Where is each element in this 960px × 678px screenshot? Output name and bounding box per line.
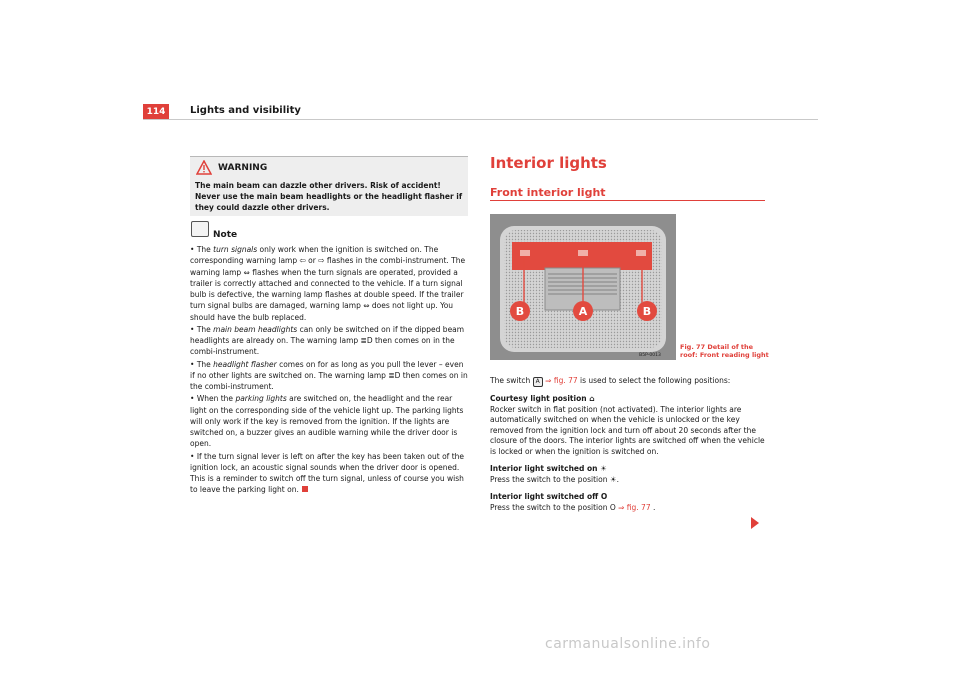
intro-paragraph: The switch A ⇒ fig. 77 is used to select the following positions:: [490, 376, 731, 385]
position-item: Interior light switched off O Press the switch to the position O ⇒ fig. 77 .: [490, 492, 656, 512]
watermark: carmanualsonline.info: [545, 636, 711, 652]
next-page-arrow-icon[interactable]: [751, 517, 759, 529]
roof-light-figure: [490, 214, 676, 360]
warning-heading: WARNING: [218, 163, 268, 173]
note-list: [190, 244, 468, 497]
subsection-title: Front interior light: [490, 186, 606, 199]
page-header-title: Lights and visibility: [190, 105, 301, 116]
warning-triangle-icon: [196, 160, 212, 175]
page-number: 114: [143, 104, 169, 120]
switch-a-badge: A: [533, 377, 543, 387]
note-item: • If the turn signal lever is left on after the key has been taken out of the ignition lock, an acoustic signal sounds when the driver door is opened. This is a reminder to switch off the turn signal, unless of course you wish to leave the parking light on.: [190, 451, 464, 495]
position-item: Courtesy light position ⌂ Rocker switch in flat position (not activated). The interior lights are automatically switched on when the vehicle is unlocked or the key removed from the ignition lock and turn off about 20 seconds after the closure of the doors. The interior lights are switched off when the vehicle is locked or when the ignition is switched on.: [490, 394, 765, 456]
note-item: • The headlight flasher comes on for as long as you pull the lever – even if no other lights are switched on. The warning lamp ≣D then comes on in the combi-instrument.: [190, 359, 468, 391]
note-item: • When the parking lights are switched on, the headlight and the rear light on the corresponding side of the vehicle light up. The parking lights will only work if the key is removed from the ignition. If the lights are switched on, a buzzer gives an audible warning while the driver door is open.: [190, 394, 464, 449]
figure-label-b-right: B: [642, 305, 652, 318]
note-item: • The turn signals only work when the ignition is switched on. The corresponding warning lamp ⇦ or ⇨ flashes in the combi-instrument. The warning lamp ⇔ flashes when the turn signals are operated, provided a trailer is correctly attached and connected to the vehicle. If a turn signal bulb is defective, the warning lamp flashes at double speed. If the trailer turn signal bulbs are damaged, warning lamp ⇔ does not light up. You should have the bulb replaced.: [190, 245, 466, 322]
position-item: Interior light switched on ☀ Press the switch to the position ☀.: [490, 464, 619, 484]
note-item: • The main beam headlights can only be switched on if the dipped beam headlights are already on. The warning lamp ≣D then comes on in the combi-instrument.: [190, 324, 465, 357]
header-rule: [143, 119, 818, 120]
figure-label-b-left: B: [515, 305, 525, 318]
figure-caption: Fig. 77 Detail of the roof: Front reading light: [680, 343, 769, 359]
note-icon: [191, 221, 209, 237]
warning-box: [190, 156, 468, 216]
warning-text: The main beam can dazzle other drivers. Risk of accident! Never use the main beam headlights or the headlight flasher if they could dazzle other drivers.: [195, 181, 463, 212]
subsection-rule: [490, 200, 765, 201]
section-title: Interior lights: [490, 154, 607, 172]
figure-code: B5P-0013: [639, 353, 661, 358]
figure-label-a: A: [578, 305, 588, 318]
figure-ref-link[interactable]: ⇒ fig. 77: [545, 376, 578, 385]
end-marker-icon: [302, 486, 308, 492]
body-text: [490, 376, 765, 520]
figure-ref-link[interactable]: ⇒ fig. 77: [618, 502, 651, 512]
note-heading: Note: [213, 230, 238, 240]
